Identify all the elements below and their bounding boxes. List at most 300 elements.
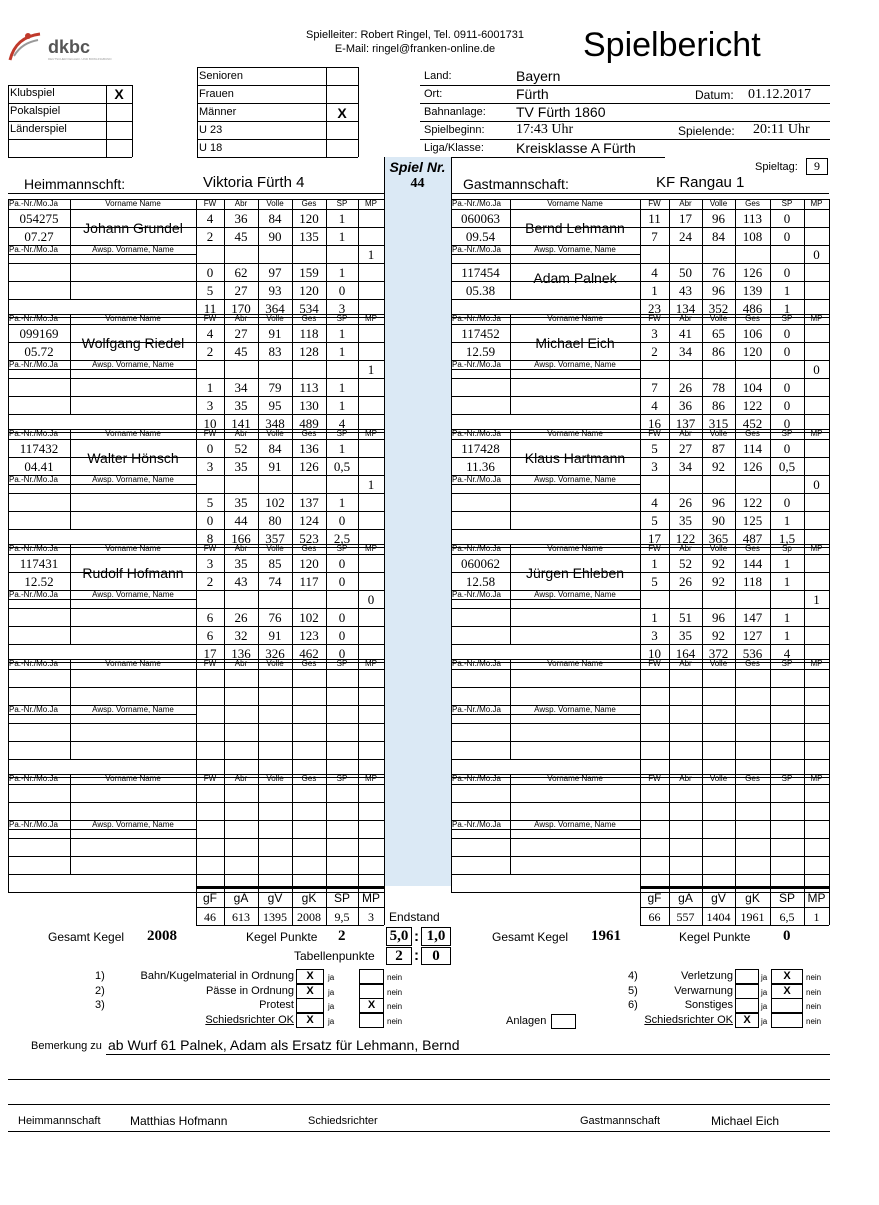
total-value: 17: [203, 646, 217, 661]
abr-col-header: Abr: [234, 429, 248, 438]
total-value: 11: [203, 301, 217, 316]
check-ja-box[interactable]: X: [735, 1013, 759, 1028]
sig-home-name: Matthias Hofmann: [130, 1114, 228, 1128]
guest-team-name: KF Rangau 1: [656, 174, 745, 191]
category-label: U 23: [199, 124, 223, 136]
mp-col-header: MP: [810, 314, 823, 323]
check-ja-box[interactable]: [735, 984, 759, 999]
logo-subtext: DEUTSCHER KEGLER- UND BOWLINGBUND: [48, 57, 112, 61]
lane-value: 35: [234, 556, 248, 571]
sub-pass-number: 117454: [461, 265, 500, 280]
mp-col-header: MP: [365, 544, 377, 553]
lane-value: 86: [712, 344, 725, 359]
gk-sum-label: gK: [301, 891, 317, 905]
lane-value: 0: [206, 441, 214, 456]
check-nein-box[interactable]: X: [771, 969, 803, 984]
lane-value: 0: [783, 380, 791, 395]
home-sp-sum: 9,5: [334, 910, 350, 924]
lane-value: 1: [206, 380, 214, 395]
lane-value: 27: [234, 326, 248, 341]
lane-value: 1: [338, 441, 346, 456]
lane-value: 35: [234, 459, 248, 474]
lane-value: 4: [651, 265, 658, 280]
lane-value: 108: [742, 229, 763, 244]
guest-ga-sum: 557: [676, 910, 695, 924]
anlagen-box[interactable]: [551, 1014, 576, 1029]
lane-value: 90: [712, 513, 725, 528]
lane-value: 92: [712, 556, 725, 571]
home-ga-sum: 613: [232, 910, 250, 924]
mp-sum-label: MP: [362, 891, 380, 905]
lane-value: 3: [651, 628, 658, 643]
abr-col-header: Abr: [679, 429, 692, 438]
lane-value: 120: [742, 344, 763, 359]
player-pass-number: 117428: [461, 441, 500, 456]
lane-value: 84: [712, 229, 725, 244]
ersatz-col-header: Awsp. Vorname, Name: [92, 245, 174, 254]
player-pass-number: 117452: [461, 326, 500, 341]
ersatz-col-header: Awsp. Vorname, Name: [534, 245, 616, 254]
lane-value: 93: [268, 283, 282, 298]
volle-col-header: Volle: [709, 544, 728, 553]
lane-value: 11: [648, 211, 661, 226]
lane-value: 92: [712, 574, 725, 589]
lane-value: 45: [234, 229, 248, 244]
fw-col-header: FW: [648, 774, 661, 783]
total-value: 1,5: [778, 531, 796, 546]
player-name: Johann Grundel: [83, 220, 183, 236]
lane-value: 1: [338, 344, 346, 359]
fw-col-header: FW: [203, 544, 217, 553]
lane-value: 3: [206, 556, 214, 571]
lane-value: 3: [206, 459, 214, 474]
ges-col-header: Ges: [301, 314, 317, 323]
beginn-label: Spielbeginn:: [424, 124, 485, 136]
lane-value: 1: [651, 556, 658, 571]
lane-value: 128: [299, 344, 319, 359]
lane-value: 0: [338, 574, 346, 589]
remark-label: Bemerkung zu: [31, 1040, 102, 1052]
pass-col-header: Pa.-Nr./Mo.Ja: [9, 199, 58, 208]
lane-value: 0: [783, 344, 791, 359]
pass-col-header: Pa.-Nr./Mo.Ja: [452, 544, 501, 553]
lane-value: 3: [651, 459, 658, 474]
land-value: Bayern: [516, 68, 561, 84]
ersatz-col-header: Awsp. Vorname, Name: [92, 590, 174, 599]
lane-value: 1: [651, 610, 658, 625]
name-col-header: Vorname Name: [105, 199, 161, 208]
name-col-header: Vorname Name: [105, 774, 161, 783]
sp-col-header: SP: [781, 774, 793, 783]
lane-value: 5: [651, 574, 658, 589]
lane-value: 113: [742, 211, 763, 226]
player-birth-month: 05.72: [24, 344, 54, 359]
name-col-header: Vorname Name: [547, 429, 603, 438]
nein-label: nein: [387, 1002, 403, 1011]
lane-value: 79: [268, 380, 282, 395]
fw-col-header: FW: [203, 199, 217, 208]
check-ja-box[interactable]: [735, 969, 759, 984]
lane-value: 7: [651, 380, 658, 395]
mp-col-header: MP: [810, 544, 823, 553]
fw-col-header: FW: [648, 429, 661, 438]
mp-col-header: MP: [365, 659, 377, 668]
ges-col-header: Ges: [301, 774, 317, 783]
pass-col-header: Pa.-Nr./Mo.Ja: [452, 774, 501, 783]
guest-kegelpunkte-value: 0: [783, 928, 791, 944]
lane-value: 1: [338, 326, 346, 341]
gf-sum-label: gF: [647, 891, 662, 905]
lane-value: 120: [299, 211, 319, 226]
sp-col-header: SP: [781, 314, 793, 323]
total-value: 0: [338, 646, 346, 661]
lane-value: 2: [206, 574, 214, 589]
lane-value: 92: [712, 459, 725, 474]
check-number: 6): [628, 999, 638, 1011]
ga-sum-label: gA: [678, 891, 693, 905]
ges-col-header: Ges: [301, 659, 317, 668]
lane-value: 52: [234, 441, 248, 456]
lane-value: 127: [742, 628, 763, 643]
fw-col-header: FW: [648, 314, 661, 323]
pass-col-header: Pa.-Nr./Mo.Ja: [452, 475, 501, 484]
check-number: 2): [95, 985, 105, 997]
ges-col-header: Ges: [301, 199, 317, 208]
total-value: 372: [708, 646, 729, 661]
nein-label: nein: [387, 1017, 403, 1026]
player-pass-number: 060063: [461, 211, 500, 226]
lane-value: 1: [783, 574, 791, 589]
lane-value: 52: [679, 556, 692, 571]
total-value: 10: [203, 416, 217, 431]
total-value: 523: [299, 531, 319, 546]
player-birth-month: 12.58: [465, 574, 496, 589]
lane-value: 26: [679, 574, 692, 589]
total-value: 136: [231, 646, 251, 661]
land-label: Land:: [424, 70, 452, 82]
nein-label: nein: [806, 973, 822, 982]
lane-value: 91: [268, 459, 282, 474]
lane-value: 0: [783, 495, 791, 510]
player-mp: 0: [813, 477, 820, 492]
player-name: Klaus Hartmann: [524, 450, 626, 466]
total-value: 2,5: [333, 531, 351, 546]
total-value: 365: [708, 531, 729, 546]
sig-ref-label: Schiedsrichter: [308, 1115, 378, 1127]
lane-value: 0: [783, 265, 791, 280]
endstand-label: Endstand: [389, 910, 440, 924]
guest-gv-sum: 1404: [706, 910, 731, 924]
pass-col-header: Pa.-Nr./Mo.Ja: [452, 590, 501, 599]
category-mark[interactable]: X: [337, 105, 347, 121]
sub-birth-month: 05.38: [465, 283, 496, 298]
sp-col-header: SP: [336, 199, 348, 208]
lane-value: 1: [783, 283, 791, 298]
lane-value: 96: [712, 211, 725, 226]
player-name: Walter Hönsch: [87, 450, 179, 466]
tab-guest-score: 0: [421, 947, 451, 965]
fw-col-header: FW: [203, 314, 217, 323]
check-nein-box[interactable]: [771, 1013, 803, 1028]
player-mp: 0: [813, 247, 820, 262]
ges-col-header: Ges: [745, 314, 760, 323]
lane-value: 1: [338, 398, 346, 413]
lane-value: 0: [783, 211, 791, 226]
ersatz-col-header: Awsp. Vorname, Name: [534, 705, 616, 714]
end-guest-score: 1,0: [421, 927, 451, 946]
ges-col-header: Ges: [301, 429, 317, 438]
check-label: Sonstiges: [684, 999, 733, 1011]
sp-col-header: SP: [336, 774, 348, 783]
ja-label: ja: [761, 973, 768, 982]
lane-value: 36: [679, 398, 692, 413]
total-value: 170: [231, 301, 251, 316]
lane-value: 85: [268, 556, 282, 571]
name-col-header: Vorname Name: [105, 544, 161, 553]
total-value: 487: [742, 531, 763, 546]
lane-value: 7: [651, 229, 658, 244]
bahn-value: TV Fürth 1860: [516, 104, 606, 120]
pass-col-header: Pa.-Nr./Mo.Ja: [9, 429, 58, 438]
bowler-logo-icon: [6, 30, 46, 64]
lane-value: 130: [299, 398, 319, 413]
check-ja-box[interactable]: X: [296, 1013, 324, 1028]
mp-sum-label: MP: [807, 891, 826, 905]
lane-value: 137: [299, 495, 319, 510]
mp-col-header: MP: [810, 774, 823, 783]
ja-label: ja: [761, 1002, 768, 1011]
lane-value: 1: [338, 495, 346, 510]
check-number: 5): [628, 985, 638, 997]
lane-value: 5: [206, 283, 214, 298]
game-type-mark[interactable]: X: [114, 86, 124, 102]
ende-label: Spielende:: [678, 124, 735, 138]
lane-value: 114: [742, 441, 763, 456]
lane-value: 4: [651, 495, 658, 510]
player-name: Michael Eich: [535, 335, 615, 351]
category-label: Senioren: [199, 70, 244, 82]
lane-value: 35: [234, 398, 248, 413]
lane-value: 96: [712, 283, 725, 298]
total-value: 489: [299, 416, 319, 431]
total-value: 0: [783, 416, 791, 431]
lane-value: 35: [679, 513, 692, 528]
leader-line-1: Spielleiter: Robert Ringel, Tel. 0911-6001731: [306, 29, 524, 41]
player-birth-month: 07.27: [24, 229, 54, 244]
lane-value: 76: [712, 265, 725, 280]
gk-sum-label: gK: [745, 891, 760, 905]
total-value: 164: [675, 646, 696, 661]
check-label: Verletzung: [681, 970, 733, 982]
check-label: Protest: [259, 999, 294, 1011]
nein-label: nein: [806, 1017, 822, 1026]
abr-col-header: Abr: [679, 199, 692, 208]
category-label: Männer: [199, 106, 237, 118]
lane-value: 2: [206, 229, 214, 244]
player-mp: 1: [367, 247, 375, 262]
mp-col-header: MP: [365, 314, 377, 323]
lane-value: 74: [268, 574, 282, 589]
total-value: 166: [231, 531, 251, 546]
lane-value: 41: [679, 326, 692, 341]
lane-value: 125: [742, 513, 763, 528]
check-ja-box[interactable]: X: [296, 969, 324, 984]
mp-col-header: MP: [810, 659, 823, 668]
lane-value: 34: [234, 380, 248, 395]
check-number: 1): [95, 970, 105, 982]
player-birth-month: 09.54: [465, 229, 496, 244]
ja-label: ja: [761, 1017, 768, 1026]
sig-guest-name: Michael Eich: [711, 1114, 780, 1128]
pass-col-header: Pa.-Nr./Mo.Ja: [9, 659, 58, 668]
player-birth-month: 04.41: [24, 459, 54, 474]
ersatz-col-header: Awsp. Vorname, Name: [534, 590, 616, 599]
lane-value: 5: [651, 513, 658, 528]
lane-value: 90: [268, 229, 282, 244]
nein-label: nein: [806, 988, 822, 997]
lane-value: 102: [299, 610, 319, 625]
fw-col-header: FW: [648, 544, 661, 553]
lane-value: 50: [679, 265, 692, 280]
pass-col-header: Pa.-Nr./Mo.Ja: [452, 360, 501, 369]
check-nein-box[interactable]: X: [359, 998, 384, 1013]
pass-col-header: Pa.-Nr./Mo.Ja: [452, 314, 501, 323]
check-nein-box[interactable]: [359, 1013, 384, 1028]
lane-value: 159: [299, 265, 319, 280]
lane-value: 97: [268, 265, 282, 280]
player-birth-month: 12.59: [465, 344, 496, 359]
lane-value: 1: [783, 556, 791, 571]
player-mp: 1: [367, 362, 375, 377]
nein-label: nein: [387, 973, 403, 982]
lane-value: 104: [742, 380, 763, 395]
volle-col-header: Volle: [266, 429, 284, 438]
home-kegelpunkte-label: Kegel Punkte: [246, 930, 318, 944]
sp-col-header: SP: [781, 199, 793, 208]
lane-value: 91: [268, 326, 282, 341]
mp-col-header: MP: [365, 429, 377, 438]
player-name: Bernd Lehmann: [525, 220, 625, 236]
pass-col-header: Pa.-Nr./Mo.Ja: [9, 705, 58, 714]
name-col-header: Vorname Name: [547, 774, 603, 783]
anlagen-label: Anlagen: [506, 1015, 547, 1027]
sig-home-label: Heimmannschaft: [18, 1115, 101, 1127]
home-team-label: Heimmannschft:: [24, 176, 126, 192]
lane-value: 102: [265, 495, 285, 510]
pass-col-header: Pa.-Nr./Mo.Ja: [9, 774, 58, 783]
total-value: 462: [299, 646, 319, 661]
total-value: 122: [675, 531, 696, 546]
check-nein-box[interactable]: [359, 969, 384, 984]
lane-value: 126: [299, 459, 319, 474]
total-value: 8: [206, 531, 214, 546]
volle-col-header: Volle: [709, 659, 728, 668]
total-value: 16: [648, 416, 661, 431]
nein-label: nein: [387, 988, 403, 997]
abr-col-header: Abr: [679, 659, 692, 668]
player-name: Rudolf Hofmann: [82, 565, 184, 581]
ersatz-col-header: Awsp. Vorname, Name: [534, 475, 616, 484]
total-value: 141: [231, 416, 251, 431]
lane-value: 1: [783, 610, 791, 625]
mp-col-header: MP: [365, 199, 377, 208]
player-mp: 0: [367, 592, 375, 607]
lane-value: 147: [742, 610, 763, 625]
sp-col-header: SP: [336, 659, 348, 668]
volle-col-header: Volle: [266, 544, 284, 553]
total-value: 4: [338, 416, 346, 431]
sub-player-name: Adam Palnek: [533, 270, 617, 286]
player-pass-number: 117432: [19, 441, 59, 456]
lane-value: 17: [679, 211, 692, 226]
lane-value: 5: [651, 441, 658, 456]
lane-value: 0: [338, 628, 346, 643]
total-value: 364: [265, 301, 285, 316]
tab-home-score: 2: [386, 947, 412, 965]
pass-col-header: Pa.-Nr./Mo.Ja: [452, 705, 501, 714]
pass-col-header: Pa.-Nr./Mo.Ja: [452, 245, 501, 254]
lane-value: 126: [742, 265, 763, 280]
gv-sum-label: gV: [711, 891, 726, 905]
lane-value: 36: [234, 211, 248, 226]
lane-value: 91: [268, 628, 282, 643]
pass-col-header: Pa.-Nr./Mo.Ja: [9, 544, 58, 553]
check-ja-box[interactable]: X: [296, 984, 324, 999]
player-mp: 1: [367, 477, 375, 492]
lane-value: 43: [679, 283, 692, 298]
lane-value: 136: [299, 441, 319, 456]
player-name: Wolfgang Riedel: [81, 335, 185, 351]
lane-value: 95: [268, 398, 282, 413]
lane-value: 62: [234, 265, 248, 280]
check-nein-box[interactable]: [771, 998, 803, 1013]
pass-col-header: Pa.-Nr./Mo.Ja: [9, 360, 58, 369]
lane-value: 78: [712, 380, 725, 395]
lane-value: 87: [712, 441, 725, 456]
pass-col-header: Pa.-Nr./Mo.Ja: [9, 475, 58, 484]
lane-value: 27: [679, 441, 692, 456]
lane-value: 76: [268, 610, 282, 625]
abr-col-header: Abr: [679, 544, 692, 553]
check-ja-box[interactable]: [296, 998, 324, 1013]
lane-value: 3: [651, 326, 658, 341]
pass-col-header: Pa.-Nr./Mo.Ja: [452, 429, 501, 438]
lane-value: 118: [299, 326, 319, 341]
sig-guest-label: Gastmannschaft: [580, 1115, 661, 1127]
lane-value: 120: [299, 556, 319, 571]
check-nein-box[interactable]: X: [771, 984, 803, 999]
check-number: 3): [95, 999, 105, 1011]
sp-sum-label: SP: [778, 891, 795, 905]
guest-mp-sum: 1: [813, 910, 820, 924]
check-ja-box[interactable]: [735, 998, 759, 1013]
lane-value: 106: [742, 326, 763, 341]
abr-col-header: Abr: [234, 199, 248, 208]
lane-value: 0: [783, 398, 791, 413]
lane-value: 0: [206, 265, 214, 280]
total-value: 137: [675, 416, 696, 431]
liga-value: Kreisklasse A Fürth: [516, 140, 636, 156]
home-gk-sum: 2008: [297, 910, 321, 924]
lane-value: 96: [712, 495, 725, 510]
nein-label: nein: [806, 1002, 822, 1011]
fw-col-header: FW: [203, 774, 217, 783]
volle-col-header: Volle: [266, 314, 284, 323]
check-nein-box[interactable]: [359, 984, 384, 999]
lane-value: 144: [742, 556, 763, 571]
check-number: 4): [628, 970, 638, 982]
category-label: Frauen: [199, 88, 234, 100]
